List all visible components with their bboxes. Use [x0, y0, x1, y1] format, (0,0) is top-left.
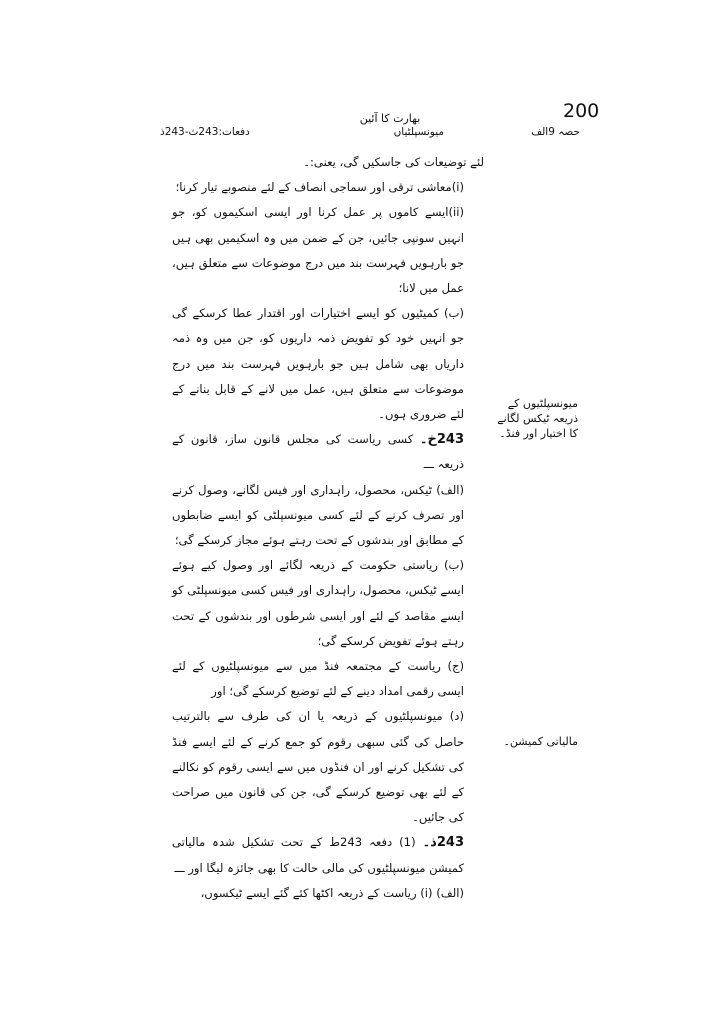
- article-243z-text: (1) دفعہ 243ط کے تحت تشکیل شدہ مالیاتی کمیشن میونسپلٹیوں کی مالی حالت کا بھی جائزہ لیگا اور ـــ: [172, 835, 464, 875]
- clause-jim: (ج) ریاست کے مجتمعہ فنڈ میں سے میونسپلٹیوں کے لئے ایسی رقمی امداد دینے کے لئے توضیع کرسکے گی؛ اور: [172, 659, 464, 699]
- paragraph-continuation: لئے توضیعات کی جاسکیں گی، یعنی:۔: [303, 155, 484, 169]
- running-header: [160, 126, 580, 142]
- article-243x-text: کسی ریاست کی مجلس قانون ساز، قانون کے ذریعہ ـــ: [172, 432, 464, 472]
- clause-i: (i)معاشی ترقی اور سماجی انصاف کے لئے منصوبے تیار کرنا؛: [175, 180, 464, 195]
- article-243z: [172, 830, 484, 880]
- article-243x: [172, 427, 484, 477]
- clause-be: (ب) ریاستی حکومت کے ذریعہ لگائے اور وصول کیے ہوئے ایسے ٹیکس، محصول، راہداری اور فیس کسی میونسپلٹی کو ایسے مقاصد کے لئے اور ایسی شرطوں اور بندشوں کے تحت رہتے ہوئے تفویض کرسکے گی؛: [172, 558, 464, 648]
- article-243z-number: 243ذ۔: [422, 835, 464, 851]
- margin-note-taxing-powers: میونسپلٹیوں کے ذریعہ ٹیکس لگانے کا اختیار اور فنڈ۔: [497, 397, 578, 440]
- page-number: 200: [563, 100, 600, 122]
- clause-ii: (ii)ایسے کاموں پر عمل کرنا اور ایسی اسکیموں کو، جو انہیں سونپی جائیں، جن کے ضمن میں وہ اسکیمیں بھی ہیں جو بارہویں فہرست بند میں درج موضوعات سے متعلق ہیں، عمل میں لانا؛: [172, 205, 464, 296]
- body-text: [172, 150, 484, 906]
- book-title: بھارت کا آئین: [359, 112, 421, 125]
- clause-b: (ب) کمیٹیوں کو ایسے اختیارات اور اقتدار عطا کرسکے گی جو انہیں خود کو تفویض ذمہ داریوں کو، جن میں وہ ذمہ داریاں بھی شامل ہیں جو بارہویں فہرست بند میں درج موضوعات سے متعلق ہیں، عمل میں لانے کے قابل بنانے کے لئے ضروری ہوں۔: [172, 306, 464, 422]
- margin-note-finance-commission: مالیاتی کمیشن۔: [503, 735, 578, 748]
- article-243x-number: 243خ۔: [419, 432, 464, 448]
- clause-alif: (الف) ٹیکس، محصول، راہداری اور فیس لگانے، وصول کرنے اور تصرف کرنے کے لئے کسی میونسپلٹی کو ایسے ضابطوں کے مطابق اور بندشوں کے تحت رہتے ہوئے مجاز کرسکے گی؛: [172, 482, 464, 548]
- header-part: حصہ 9الف: [531, 126, 580, 138]
- clause-dal: (د) میونسپلٹیوں کے ذریعہ یا ان کی طرف سے بالترتیب حاصل کی گئی سبھی رقوم کو جمع کرنے کے لئے ایسے فنڈ کی تشکیل کرنے اور ان فنڈوں میں سے ایسی رقوم کو نکالنے کے لئے بھی توضیع کرسکے گی، جن کی قانون میں صراحت کی جائیں۔: [172, 709, 464, 825]
- header-chapter: میونسپلٹیاں: [393, 126, 444, 138]
- header-articles: دفعات:243ث-243ذ: [160, 126, 250, 138]
- clause-alif-i: (الف) (i) ریاست کے ذریعہ اکٹھا کئے گئے ایسے ٹیکسوں،: [200, 885, 464, 900]
